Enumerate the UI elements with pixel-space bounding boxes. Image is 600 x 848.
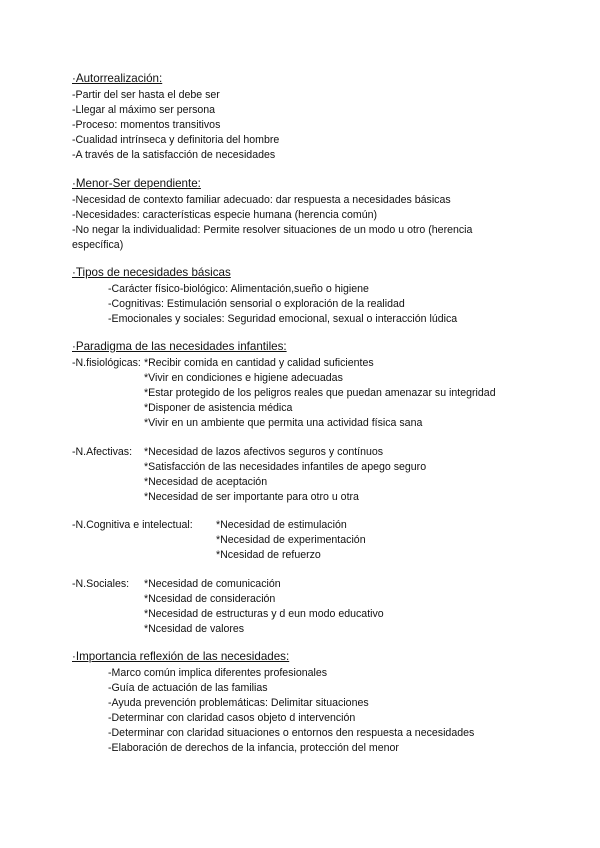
category-label-afectivas: -N.Afectivas:: [72, 446, 133, 458]
list-item: -Determinar con claridad situaciones o entornos den respuesta a necesidades: [108, 727, 475, 739]
list-item: -Emocionales y sociales: Seguridad emocional, sexual o interacción lúdica: [108, 313, 458, 325]
list-item: -Necesidades: características especie humana (herencia común): [72, 209, 378, 221]
list-item: -Cualidad intrínseca y definitoria del hombre: [72, 134, 280, 146]
list-item: *Satisfacción de las necesidades infantiles de apego seguro: [144, 461, 427, 473]
list-item: *Ncesidad de consideración: [144, 593, 276, 605]
list-item: *Disponer de asistencia médica: [144, 402, 293, 414]
list-item: -Proceso: momentos transitivos: [72, 119, 221, 131]
list-item: -No negar la individualidad: Permite resolver situaciones de un modo u otro (herencia específica): [72, 224, 473, 251]
section-heading-menor-ser: ·Menor-Ser dependiente:: [72, 177, 201, 190]
section-heading-autorrealizacion: ·Autorrealización:: [72, 72, 163, 85]
list-item: *Necesidad de experimentación: [216, 534, 366, 546]
category-label-cognitiva: -N.Cognitiva e intelectual:: [72, 519, 193, 531]
list-item: -A través de la satisfacción de necesidades: [72, 149, 276, 161]
list-item: -Llegar al máximo ser persona: [72, 104, 216, 116]
list-item: *Necesidad de estructuras y d eun modo educativo: [144, 608, 384, 620]
list-item: -Carácter físico-biológico: Alimentación,sueño o higiene: [108, 283, 369, 295]
list-item: *Necesidad de lazos afectivos seguros y contínuos: [144, 446, 384, 458]
list-item: *Necesidad de comunicación: [144, 578, 281, 590]
list-item: *Ncesidad de valores: [144, 623, 245, 635]
list-item: -Elaboración de derechos de la infancia, protección del menor: [108, 742, 399, 754]
list-item: *Ncesidad de refuerzo: [216, 549, 321, 561]
list-item: *Recibir comida en cantidad y calidad suficientes: [144, 357, 374, 369]
list-item: *Necesidad de aceptación: [144, 476, 268, 488]
list-item: *Vivir en un ambiente que permita una actividad física sana: [144, 417, 423, 429]
list-item: *Necesidad de estimulación: [216, 519, 347, 531]
list-item: -Cognitivas: Estimulación sensorial o exploración de la realidad: [108, 298, 405, 310]
list-item: -Partir del ser hasta el debe ser: [72, 89, 220, 101]
list-item: -Ayuda prevención problemáticas: Delimitar situaciones: [108, 697, 369, 709]
list-item: -Marco común implica diferentes profesionales: [108, 667, 328, 679]
list-item: -Determinar con claridad casos objeto d intervención: [108, 712, 356, 724]
list-item: *Estar protegido de los peligros reales que puedan amenazar su integridad: [144, 387, 496, 399]
section-heading-paradigma: ·Paradigma de las necesidades infantiles:: [72, 340, 287, 353]
section-heading-tipos: ·Tipos de necesidades básicas: [72, 266, 231, 279]
category-label-fisiologicas: -N.fisiológicas:: [72, 357, 141, 369]
section-heading-importancia: ·Importancia reflexión de las necesidades:: [72, 650, 290, 663]
list-item: -Necesidad de contexto familiar adecuado: dar respuesta a necesidades básicas: [72, 194, 451, 206]
list-item: *Necesidad de ser importante para otro u otra: [144, 491, 359, 503]
category-label-sociales: -N.Sociales:: [72, 578, 130, 590]
list-item: -Guía de actuación de las familias: [108, 682, 268, 694]
list-item: *Vivir en condiciones e higiene adecuadas: [144, 372, 343, 384]
